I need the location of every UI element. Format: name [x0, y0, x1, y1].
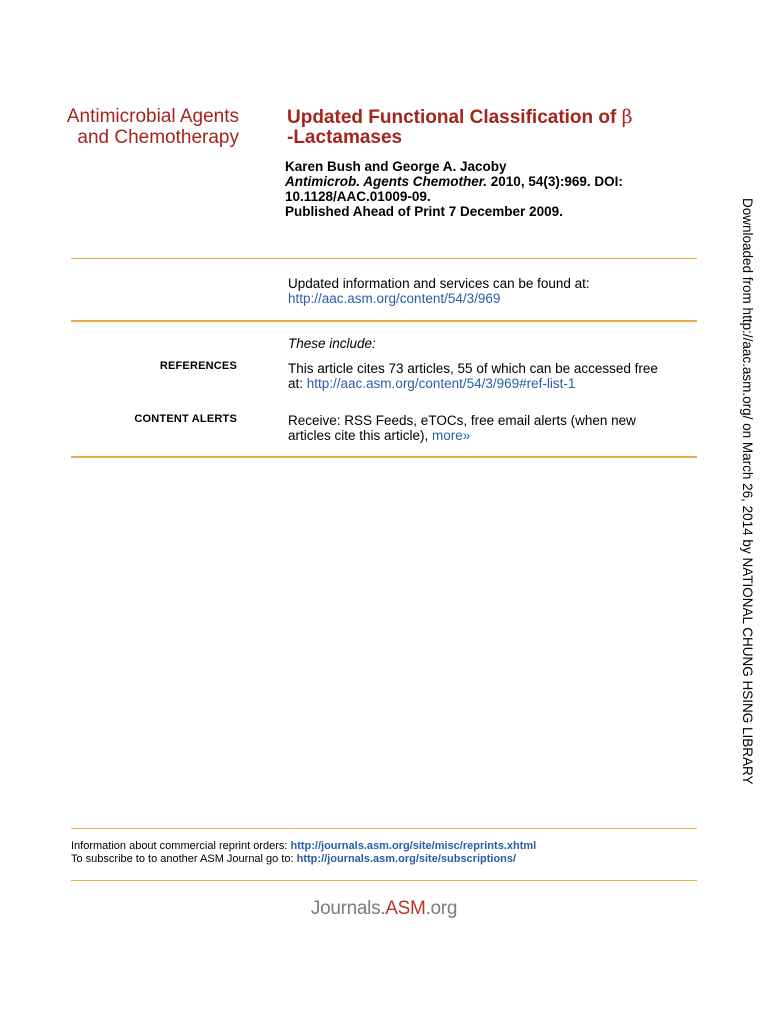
download-notice: Downloaded from http://aac.asm.org/ on March 26, 2014 by NATIONAL CHUNG HSING LIBRARY [740, 198, 755, 785]
reprints-line [71, 840, 697, 853]
subscribe-line [71, 853, 697, 866]
journal-name-line2: and Chemotherapy [77, 127, 239, 148]
content-alerts-line2 [288, 428, 698, 443]
article-title-line2: -Lactamases [287, 127, 403, 148]
journal-abbreviation: Antimicrob. Agents Chemother. [285, 174, 488, 189]
brand-asm: ASM [385, 898, 426, 919]
references-line1: This article cites 73 articles, 55 of which can be accessed free [288, 361, 658, 376]
reprints-text: Information about commercial reprint orders: [71, 840, 291, 852]
published-ahead: Published Ahead of Print 7 December 2009. [285, 204, 563, 219]
divider-middle [71, 320, 697, 322]
more-link[interactable]: more» [432, 428, 471, 443]
article-url-link[interactable]: http://aac.asm.org/content/54/3/969 [288, 291, 501, 306]
divider-top [71, 258, 697, 259]
content-alerts-label: CONTENT ALERTS [134, 413, 237, 425]
journals-asm-logo [0, 898, 768, 920]
article-title-line1 [287, 107, 687, 128]
citation-line [285, 174, 685, 189]
article-citation [285, 159, 685, 219]
divider-footer-bottom [71, 880, 697, 881]
subscribe-text: To subscribe to to another ASM Journal go to: [71, 852, 297, 865]
brand-journals: Journals. [310, 898, 386, 919]
updated-info-text: Updated information and services can be found at: [288, 276, 590, 291]
content-alerts-prefix: articles cite this article), [288, 428, 433, 443]
references-prefix: at: [288, 376, 307, 391]
subscriptions-link[interactable]: http://journals.asm.org/site/subscriptions/ [296, 852, 517, 865]
article-title-text: Updated Functional Classification of [287, 107, 622, 128]
footer-info [71, 840, 697, 865]
beta-symbol: β [621, 106, 633, 128]
content-alerts-text [288, 413, 698, 443]
article-authors: Karen Bush and George A. Jacoby [285, 159, 507, 174]
reprints-link[interactable]: http://journals.asm.org/site/misc/reprints.xhtml [290, 840, 537, 852]
divider-footer-top [71, 828, 697, 829]
references-line2 [288, 376, 698, 391]
divider-bottom [71, 456, 697, 458]
article-doi: 10.1128/AAC.01009-09. [285, 189, 431, 204]
references-text [288, 361, 698, 391]
article-title [287, 107, 687, 148]
journal-name [40, 106, 239, 148]
content-alerts-line1: Receive: RSS Feeds, eTOCs, free email alerts (when new [288, 413, 636, 428]
these-include-label: These include: [288, 336, 376, 351]
brand-org: .org [425, 898, 458, 919]
references-label: REFERENCES [159, 360, 237, 372]
updated-info [288, 276, 688, 306]
references-link[interactable]: http://aac.asm.org/content/54/3/969#ref-list-1 [306, 376, 576, 391]
citation-volume: 2010, 54(3):969. DOI: [487, 174, 623, 189]
journal-name-line1: Antimicrobial Agents [66, 106, 239, 127]
